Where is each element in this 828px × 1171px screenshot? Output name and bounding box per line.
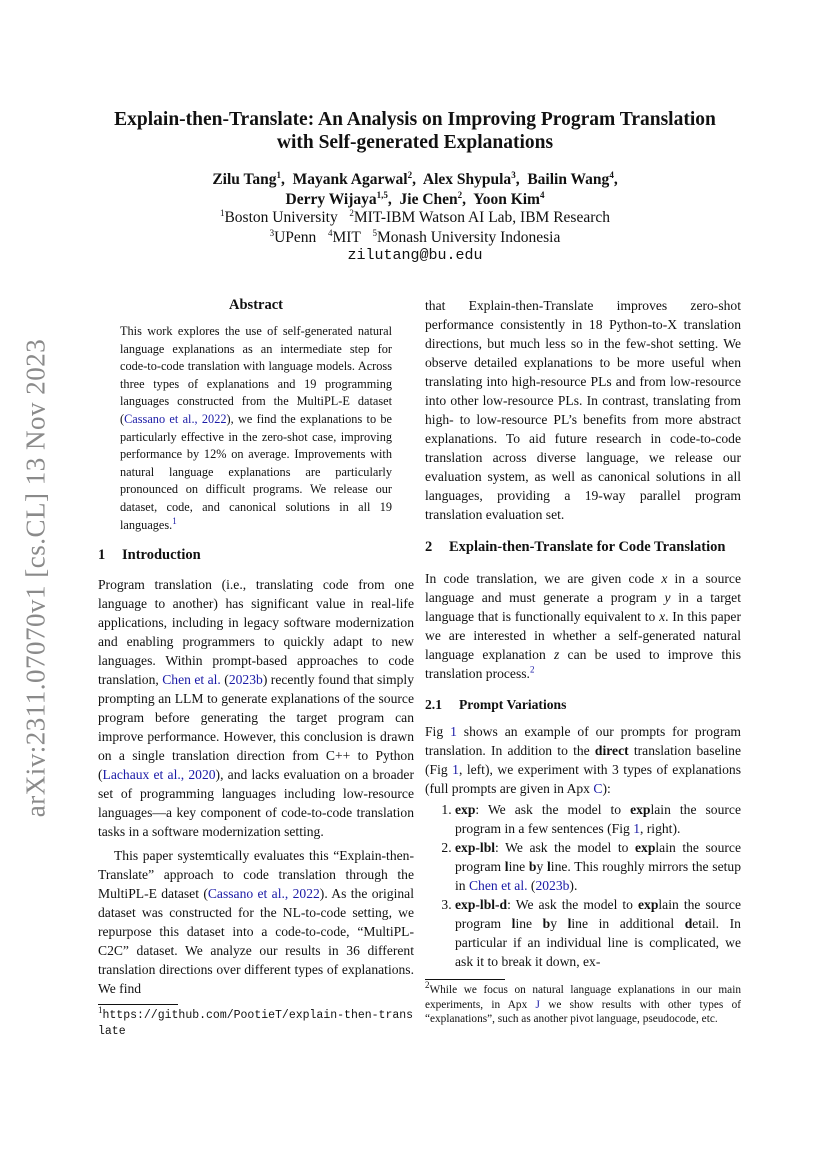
footnote-rule [98,1004,178,1005]
paragraph-text: . In this paper we are interested in whether a self-generated natural language explanation [425,609,741,662]
paragraph-text: ). As the original dataset was constructed for the NL-to-code setting, we repurpose this dataset into a code-to-code, “MultiPL-C2C” dataset. We analyze our results in 36 different translation directions over different types of explanations. We find [98,886,414,997]
abstract-heading: Abstract [229,297,283,313]
section-title: Explain-then-Translate for Code Translation [449,539,726,555]
abstract-text: This work explores the use of self-generated natural language explanations as an intermediate step for code-to-code translation with language models. Across three types of explanations and 19 programming languages constructed from the MultiPL-E dataset ( [120,324,392,426]
affil-sup: 5 [372,227,377,238]
affil-name: MIT-IBM Watson AI Lab, IBM Research [353,209,611,226]
math-var: x [659,609,666,624]
list-text: : We ask the model to [475,802,631,817]
appendix-ref-link[interactable]: C [593,781,603,796]
citation-link[interactable]: Cassano et al., 2022 [207,886,320,902]
footnote-text: we show results with other types of “explanations”, such as another pivot language, pseudocode, etc. [425,998,741,1025]
bold-fragment: b [528,859,537,874]
author-affil-sup: 1 [276,169,282,180]
paragraph-text: in a target language that is functionally equivalent to [425,590,741,624]
affiliations [90,208,740,248]
list-text: , right). [639,821,681,836]
list-text: ine [508,859,529,874]
author-affil-sup: 2 [457,189,463,200]
bold-fragment: b [542,916,551,931]
paragraph [98,846,414,998]
section-number: 1 [98,547,106,564]
figure-ref-link[interactable]: 1 [452,762,459,777]
footnote-marker: 2 [425,980,430,991]
paragraph [425,722,741,798]
footnote-marker[interactable]: 2 [529,664,535,675]
title-line-1: Explain-then-Translate: An Analysis on Improving Program Translation [114,109,716,130]
author-name: Mayank Agarwal [292,171,408,188]
affil-sup: 2 [349,207,354,218]
author-name: Yoon Kim [473,191,540,208]
github-link[interactable]: https://github.com/PootieT/explain-then-translate [98,1009,414,1038]
affil-name: UPenn [274,229,317,246]
footnote-rule [425,979,505,980]
paragraph-text: can be used to improve this translation process. [425,647,741,681]
paragraph-text: ), and lacks evaluation on a broader set of programming languages including low-resource languages—a key component of code-to-code translation tasks in a software modernization setting. [98,767,414,840]
author-affil-sup: 2 [407,169,413,180]
affil-name: MIT [332,229,361,246]
list-text: lain the source program in a few sentences (Fig [455,802,741,836]
right-column [425,296,741,1027]
paragraph-text: shows an example of our prompts for program translation. In addition to the [425,724,741,758]
paragraph-text: , left), we experiment with 3 types of explanations (full prompts are given in Apx [425,762,741,796]
arxiv-sidebar-identifier [12,268,60,888]
list-text: . [573,878,578,893]
figure-ref-link[interactable]: 1 [633,821,640,836]
list-item: 2. exp-lbl: We ask the model to explain the source program line by line. This roughly mirrors the setup in Chen et al. (2023b). [455,838,741,895]
subsection-number: 2.1 [425,697,442,712]
paragraph: Program translation (i.e., translating code from one language to another) has significant value in real-life applications, including in legacy software modernization and enabling programmers to quickly adapt to new languages. Within prompt-based approaches to code translation, Chen et al. (2023b) recently found that simply prompting an LLM to generate explanations of the source program before generating the target program can improve performance. However, this conclusion is drawn on a single translation direction from C++ to Python (Lachaux et al., 2020), and lacks evaluation on a broader set of programming languages including low-resource languages—a key component of code-to-code translation tasks in a software modernization setting. [98,577,415,840]
math-var: y [664,590,671,605]
section-heading [425,538,741,557]
author-name: Jie Chen [399,191,458,208]
author-affil-sup: 1,5 [376,189,388,200]
bold-fragment: l [511,916,516,931]
footnote-text: While we focus on natural language explanations in our main experiments, in Apx [425,984,741,1011]
citation-link[interactable]: Cassano et al., 2022 [124,411,227,426]
author-affil-sup: 3 [511,169,516,180]
list-text: ine [515,916,543,931]
paragraph [425,569,741,683]
prompt-variation-list [425,800,741,971]
author-name: Alex Shypula [422,171,512,188]
appendix-ref-link[interactable]: J [535,998,540,1011]
citation-link[interactable]: 2023b [228,672,263,688]
list-text: y [550,916,568,931]
paragraph-text: In code translation, we are given code [425,571,662,586]
paragraph-text: translation baseline (Fig [425,743,741,777]
author-affil-sup: 4 [539,189,545,200]
paragraph: that Explain-then-Translate improves zero-shot performance consistently in 18 Python-to-X translation directions, but much less so in the few-shot setting. We observe detailed explanations to be more useful when translating into high-resource PLs and from low-resource into other low-resource PLs. In contrast, translating from high- to low-resource PL’s benefits from more abstract explanations. To aid future research in code-to-code translation across diverse language, we release our evaluation system, as well as canonical solutions in all languages, providing a 19-way parallel program translation evaluation set. [425,298,741,522]
list-text: y [536,859,548,874]
list-text: etail. In particular if an individual line is complicated, we ask it to break it down, ex- [455,916,741,969]
title-line-2: with Self-generated Explanations [276,132,554,153]
list-text: ine. This roughly mirrors the setup in [455,859,741,893]
subsection-title: Prompt Variations [459,697,567,712]
bold-fragment: exp [635,840,656,855]
bold-fragment: l [567,916,572,931]
paragraph-text: This paper systemtically evaluates this “Explain-then-Translate” approach to code translation through the MultiPL-E dataset ( [98,848,414,902]
list-text: ine in additional [571,916,685,931]
paragraph-text: Fig [425,724,451,739]
paper-title [90,108,740,154]
citation-link[interactable]: Chen et al. [162,672,221,688]
citation-link[interactable]: Lachaux et al., 2020 [102,767,216,783]
paragraph-text: Program translation (i.e., translating code from one language to another) has significant value in real-life applications, including in legacy software modernization and enabling programmers to quickly adapt to new languages. Within prompt-based approaches to code translation, [98,577,414,688]
section-title: Introduction [122,547,201,564]
footnote-marker[interactable]: 1 [172,515,177,526]
section-number: 2 [425,539,433,555]
paragraph-text: in a source language and must generate a program [425,571,741,605]
abstract-body [120,323,392,534]
author-affil-sup: 4 [609,169,614,180]
author-name: Zilu Tang [212,171,277,188]
list-item [455,895,741,971]
affil-sup: 1 [219,207,225,218]
bold-fragment: l [547,859,551,874]
author-list: Zilu Tang$^1$, Mayank Agarwal$^2$, Alex Shypula$^3$, Bailin Wang$^4$, Derry Wijaya$^{1,5}$, Jie Chen$^2$, Yoon Kim$^4$ [212,169,618,208]
paragraph-text: ): [602,781,611,796]
math-var: z [554,647,560,662]
abstract-text: ), we find the explanations to be particularly effective in the zero-shot case, improving performance by 12% on average. Improvements with natural language explanations are particularly pronounced on difficult programs. We release our dataset, code, and canonical solutions in all 19 languages. [120,411,393,532]
math-var: x [661,571,668,586]
list-term: exp-lbl-d [455,897,508,912]
list-text: lain the source program [455,897,741,931]
list-term: exp [455,802,476,817]
affil-name: Boston University [224,209,338,226]
citation-link[interactable]: Chen et al. [468,878,528,893]
footnote-1 [98,1005,414,1039]
list-item [455,800,741,838]
bold-fragment: exp [630,802,651,817]
list-text: : We ask the model to [507,897,639,912]
footnote-2 [425,980,741,1027]
citation-link[interactable]: 2023b [535,878,570,893]
author-name: Bailin Wang [527,171,610,188]
bold-fragment: exp [638,897,659,912]
bold-term: direct [594,743,629,758]
contact-email[interactable]: zilutang@bu.edu [347,247,483,264]
list-term: exp-lbl [455,840,496,855]
bold-fragment: l [504,859,509,874]
affil-sup: 3 [269,227,275,238]
author-name: Derry Wijaya [285,191,377,208]
list-text: : We ask the model to [495,840,635,855]
bold-fragment: d [684,916,693,931]
footnote-marker: 1 [98,1005,103,1016]
list-text: lain the source program [455,840,741,874]
paragraph-text: recently found that simply prompting an LLM to generate explanations of the source program before generating the target program can improve performance. However, this conclusion is drawn on a single translation direction from C++ to Python ( [98,672,415,783]
left-column [98,296,414,1039]
affil-sup: 4 [327,227,333,238]
subsection-heading [425,695,741,714]
arxiv-id-text: arXiv:2311.07070v1 [cs.CL] 13 Nov 2023 [20,338,51,818]
affil-name: Monash University Indonesia [376,229,561,246]
figure-ref-link[interactable]: 1 [450,724,457,739]
section-heading [98,546,414,565]
